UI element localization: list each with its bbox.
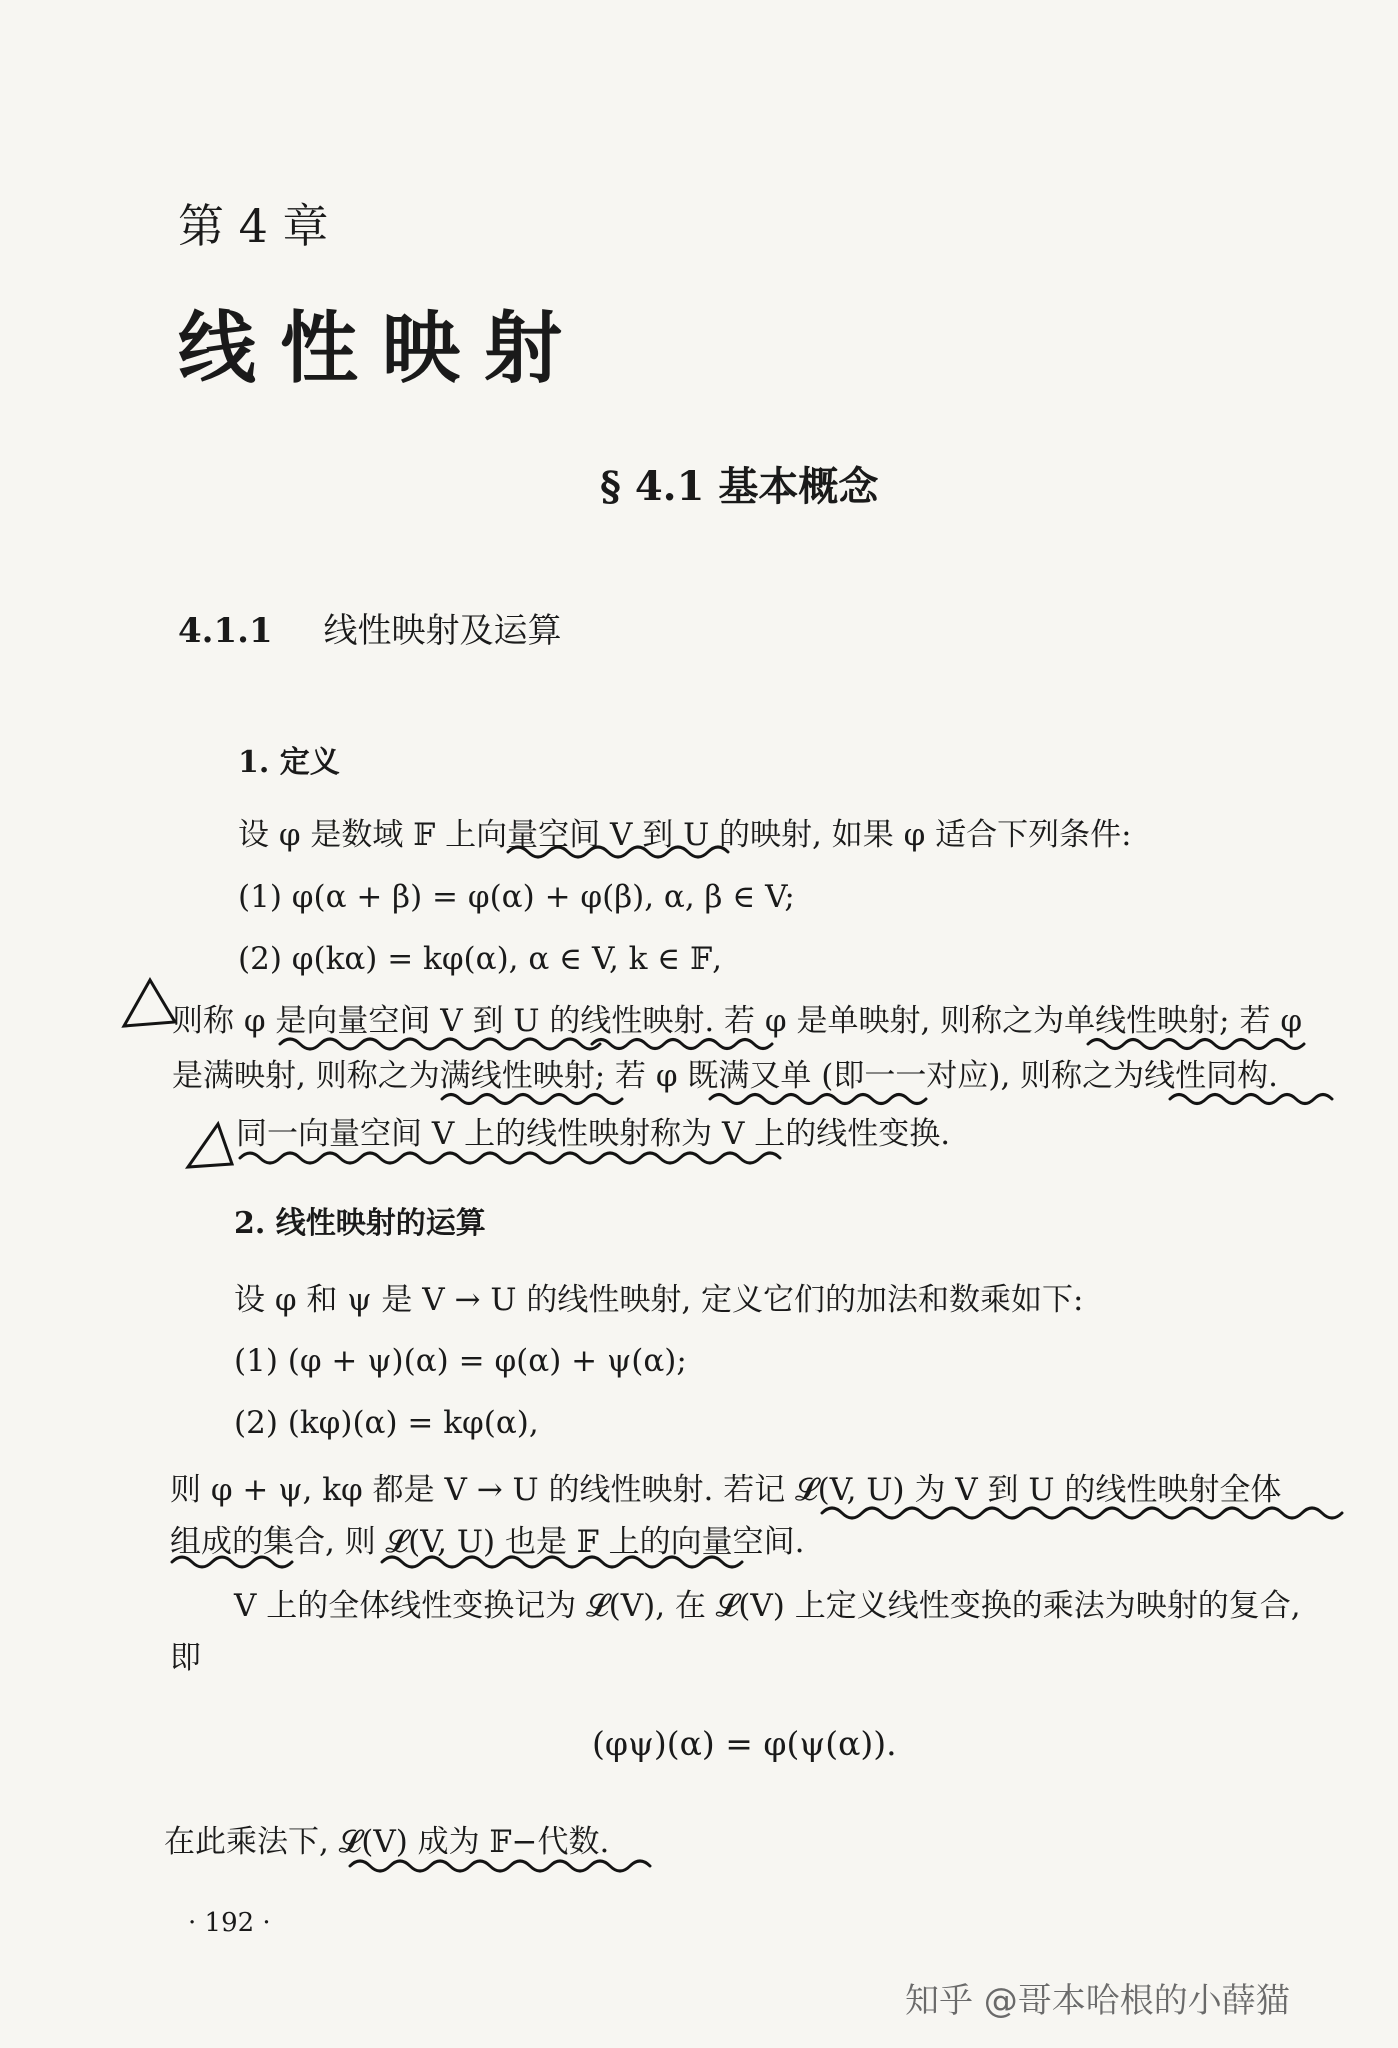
triangle-mark-1 <box>124 980 175 1026</box>
chapter-title: 线性映射 <box>178 304 587 394</box>
part1-intro: 设 φ 是数域 𝔽 上向量空间 V 到 U 的映射, 如果 φ 适合下列条件: <box>238 817 1132 853</box>
page-number: · 192 · <box>188 1908 271 1938</box>
part2-line-2: 组成的集合, 则 𝓛(V, U) 也是 𝔽 上的向量空间. <box>170 1524 805 1560</box>
subsection-number: 4.1.1 <box>178 611 273 651</box>
triangle-mark-2 <box>188 1124 232 1167</box>
part1-heading: 1. 定义 <box>238 745 340 780</box>
subsection-title: 线性映射及运算 <box>323 611 562 651</box>
part2-line-1: 则 φ + ψ, kφ 都是 V → U 的线性映射. 若记 𝓛(V, U) 为 V 到 U 的线性映射全体 <box>170 1472 1282 1508</box>
chapter-label: 第 4 章 <box>178 199 329 253</box>
definition-line-2: 是满映射, 则称之为满线性映射; 若 φ 既满又单 (即一一对应), 则称之为线性同构. <box>172 1058 1279 1094</box>
definition-line-1: 则称 φ 是向量空间 V 到 U 的线性映射. 若 φ 是单映射, 则称之为单线性映射; 若 φ <box>172 1003 1303 1039</box>
section-title: § 4.1 基本概念 <box>600 463 879 510</box>
watermark: 知乎 @哥本哈根的小薛猫 <box>905 1981 1290 2021</box>
operation-2: (2) (kφ)(α) = kφ(α), <box>234 1405 539 1441</box>
subsection-heading <box>178 603 561 652</box>
operation-1: (1) (φ + ψ)(α) = φ(α) + ψ(α); <box>234 1343 687 1379</box>
part2-line-5: 在此乘法下, 𝓛(V) 成为 𝔽−代数. <box>164 1824 610 1860</box>
condition-1: (1) φ(α + β) = φ(α) + φ(β), α, β ∈ V; <box>238 879 795 915</box>
wavy-underline <box>240 1153 780 1163</box>
definition-line-3: 同一向量空间 V 上的线性映射称为 V 上的线性变换. <box>236 1116 951 1152</box>
condition-2: (2) φ(kα) = kφ(α), α ∈ V, k ∈ 𝔽, <box>238 941 722 977</box>
part2-intro: 设 φ 和 ψ 是 V → U 的线性映射, 定义它们的加法和数乘如下: <box>234 1282 1084 1318</box>
composition-formula: (φψ)(α) = φ(ψ(α)). <box>592 1724 897 1763</box>
part2-line-4: 即 <box>170 1640 201 1676</box>
wavy-underline <box>350 1861 650 1871</box>
part2-heading: 2. 线性映射的运算 <box>234 1206 486 1241</box>
part2-line-3: V 上的全体线性变换记为 𝓛(V), 在 𝓛(V) 上定义线性变换的乘法为映射的复合, <box>234 1588 1301 1624</box>
